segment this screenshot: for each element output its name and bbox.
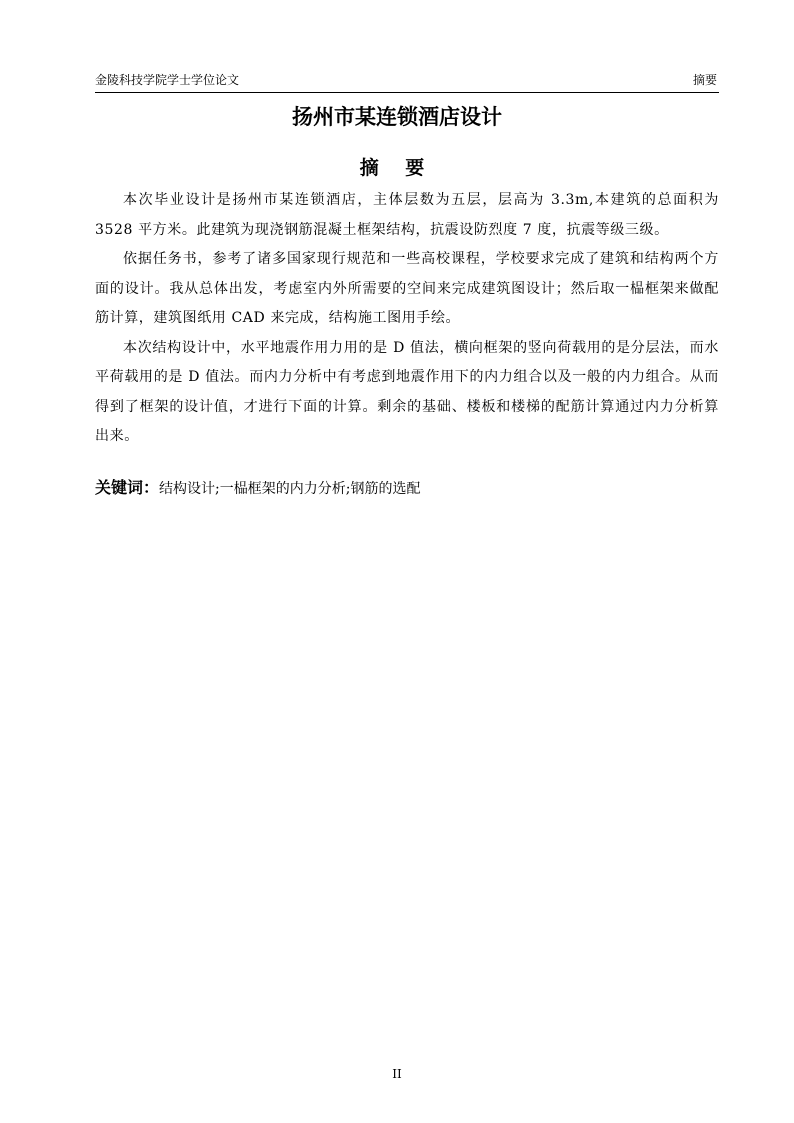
header-section: 摘要 [692, 73, 717, 87]
abstract-paragraph-2: 依据任务书，参考了诸多国家现行规范和一些高校课程，学校要求完成了建筑和结构两个方面的设计。我从总体出发，考虑室内外所需要的空间来完成建筑图设计；然后取一榀框架来做配筋计算，建筑图纸用 CAD 来完成，结构施工图用手绘。 [95, 251, 719, 326]
keywords-line [95, 475, 719, 502]
page-header [95, 72, 719, 92]
keywords-label: 关键词： [95, 478, 160, 497]
abstract-heading: 摘 要 [359, 157, 435, 179]
thesis-title: 扬州市某连锁酒店设计 [292, 105, 502, 129]
page-number: II [392, 1067, 402, 1081]
abstract-paragraph-1: 本次毕业设计是扬州市某连锁酒店，主体层数为五层，层高为 3.3m,本建筑的总面积为 3528 平方米。此建筑为现浇钢筋混凝土框架结构，抗震设防烈度 7 度，抗震等级三级。 [95, 192, 719, 238]
abstract-paragraph-3: 本次结构设计中，水平地震作用力用的是 D 值法，横向框架的竖向荷载用的是分层法，而水平荷载用的是 D 值法。而内力分析中有考虑到地震作用下的内力组合以及一般的内力组合。从而得到了框架的设计值，才进行下面的计算。剩余的基础、楼板和楼梯的配筋计算通过内力分析算出来。 [95, 339, 719, 444]
keywords-text: 结构设计;一榀框架的内力分析;钢筋的选配 [159, 481, 421, 497]
abstract-body [95, 186, 719, 452]
header-institution: 金陵科技学院学士学位论文 [95, 73, 240, 87]
header-rule [95, 92, 719, 93]
